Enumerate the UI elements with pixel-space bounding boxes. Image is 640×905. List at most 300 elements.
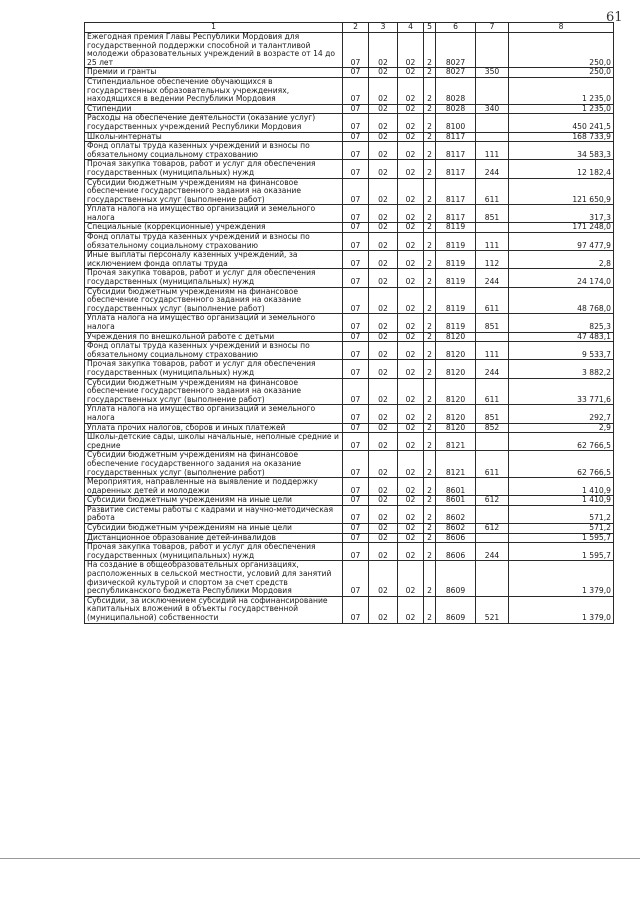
target-code-cell: 8120	[436, 378, 476, 405]
subprogram-code-cell: 2	[424, 342, 436, 360]
amount-cell: 24 174,0	[509, 269, 614, 287]
subsection-code-cell: 02	[369, 223, 398, 233]
section-code-cell: 07	[343, 478, 369, 496]
target-code-cell: 8120	[436, 332, 476, 342]
amount-cell: 1 410,9	[509, 478, 614, 496]
expense-type-code-cell: 111	[476, 342, 509, 360]
section-code-cell: 07	[343, 77, 369, 104]
section-code-cell: 07	[343, 132, 369, 142]
expense-name-cell: Прочая закупка товаров, работ и услуг для обеспечения государственных (муниципальных) нужд	[85, 269, 343, 287]
program-code-cell: 02	[398, 423, 424, 433]
amount-cell: 12 182,4	[509, 160, 614, 178]
header-cell: 4	[398, 23, 424, 33]
section-code-cell: 07	[343, 451, 369, 478]
expense-type-code-cell	[476, 33, 509, 68]
expense-name-cell: Расходы на обеспечение деятельности (оказание услуг) государственных учреждений Республики Мордовия	[85, 114, 343, 132]
subsection-code-cell: 02	[369, 405, 398, 423]
amount-cell: 1 595,7	[509, 533, 614, 543]
subprogram-code-cell: 2	[424, 104, 436, 114]
page-bottom-rule	[0, 858, 640, 859]
program-code-cell: 02	[398, 561, 424, 596]
subprogram-code-cell: 2	[424, 132, 436, 142]
section-code-cell: 07	[343, 332, 369, 342]
subprogram-code-cell: 2	[424, 496, 436, 506]
amount-cell: 1 410,9	[509, 496, 614, 506]
table-row	[85, 233, 614, 251]
table-row	[85, 287, 614, 314]
amount-cell: 171 248,0	[509, 223, 614, 233]
subprogram-code-cell: 2	[424, 451, 436, 478]
subprogram-code-cell: 2	[424, 405, 436, 423]
expense-type-code-cell: 852	[476, 423, 509, 433]
section-code-cell: 07	[343, 251, 369, 269]
table-row	[85, 205, 614, 223]
amount-cell: 292,7	[509, 405, 614, 423]
amount-cell: 317,3	[509, 205, 614, 223]
section-code-cell: 07	[343, 524, 369, 534]
table-row	[85, 251, 614, 269]
subprogram-code-cell: 2	[424, 561, 436, 596]
section-code-cell: 07	[343, 596, 369, 623]
target-code-cell: 8028	[436, 77, 476, 104]
program-code-cell: 02	[398, 360, 424, 378]
target-code-cell: 8120	[436, 360, 476, 378]
program-code-cell: 02	[398, 77, 424, 104]
target-code-cell: 8117	[436, 205, 476, 223]
subprogram-code-cell: 2	[424, 378, 436, 405]
amount-cell: 33 771,6	[509, 378, 614, 405]
target-code-cell: 8028	[436, 104, 476, 114]
table-row	[85, 332, 614, 342]
subprogram-code-cell: 2	[424, 360, 436, 378]
expense-name-cell: Учреждения по внешкольной работе с детьми	[85, 332, 343, 342]
expense-type-code-cell: 611	[476, 178, 509, 205]
expense-type-code-cell	[476, 132, 509, 142]
expense-type-code-cell	[476, 533, 509, 543]
program-code-cell: 02	[398, 505, 424, 523]
table-row	[85, 533, 614, 543]
expense-name-cell: Субсидии бюджетным учреждениям на иные цели	[85, 524, 343, 534]
header-cell: 6	[436, 23, 476, 33]
table-row	[85, 405, 614, 423]
expense-type-code-cell: 611	[476, 451, 509, 478]
expense-name-cell: Развитие системы работы с кадрами и научно-методическая работа	[85, 505, 343, 523]
subsection-code-cell: 02	[369, 269, 398, 287]
amount-cell: 2,8	[509, 251, 614, 269]
section-code-cell: 07	[343, 433, 369, 451]
expense-type-code-cell	[476, 223, 509, 233]
subprogram-code-cell: 2	[424, 223, 436, 233]
subsection-code-cell: 02	[369, 561, 398, 596]
subprogram-code-cell: 2	[424, 33, 436, 68]
table-row	[85, 478, 614, 496]
target-code-cell: 8601	[436, 496, 476, 506]
target-code-cell: 8119	[436, 233, 476, 251]
expense-name-cell: Субсидии, за исключением субсидий на софинансирование капитальных вложений в объекты государственной (муниципальной) собственности	[85, 596, 343, 623]
subsection-code-cell: 02	[369, 543, 398, 561]
subprogram-code-cell: 2	[424, 524, 436, 534]
section-code-cell: 07	[343, 360, 369, 378]
expense-type-code-cell	[476, 433, 509, 451]
program-code-cell: 02	[398, 314, 424, 332]
subsection-code-cell: 02	[369, 104, 398, 114]
table-header-row	[85, 23, 614, 33]
program-code-cell: 02	[398, 478, 424, 496]
expense-type-code-cell	[476, 332, 509, 342]
expense-name-cell: Субсидии бюджетным учреждениям на финансовое обеспечение государственного задания на оказание государственных услуг (выполнение работ)	[85, 287, 343, 314]
section-code-cell: 07	[343, 505, 369, 523]
section-code-cell: 07	[343, 142, 369, 160]
subprogram-code-cell: 2	[424, 178, 436, 205]
subsection-code-cell: 02	[369, 596, 398, 623]
expense-type-code-cell: 611	[476, 378, 509, 405]
subsection-code-cell: 02	[369, 314, 398, 332]
amount-cell: 1 379,0	[509, 561, 614, 596]
subsection-code-cell: 02	[369, 77, 398, 104]
table-row	[85, 160, 614, 178]
amount-cell: 825,3	[509, 314, 614, 332]
table-row	[85, 104, 614, 114]
target-code-cell: 8117	[436, 142, 476, 160]
subprogram-code-cell: 2	[424, 332, 436, 342]
expense-type-code-cell: 340	[476, 104, 509, 114]
page-number: 61	[606, 10, 623, 25]
program-code-cell: 02	[398, 378, 424, 405]
subprogram-code-cell: 2	[424, 233, 436, 251]
section-code-cell: 07	[343, 543, 369, 561]
target-code-cell: 8602	[436, 524, 476, 534]
program-code-cell: 02	[398, 332, 424, 342]
program-code-cell: 02	[398, 104, 424, 114]
expense-type-code-cell: 851	[476, 205, 509, 223]
budget-table	[84, 22, 614, 624]
amount-cell: 1 595,7	[509, 543, 614, 561]
section-code-cell: 07	[343, 287, 369, 314]
program-code-cell: 02	[398, 451, 424, 478]
subsection-code-cell: 02	[369, 251, 398, 269]
target-code-cell: 8117	[436, 160, 476, 178]
subprogram-code-cell: 2	[424, 533, 436, 543]
table-row	[85, 342, 614, 360]
expense-name-cell: Стипендии	[85, 104, 343, 114]
expense-name-cell: Прочая закупка товаров, работ и услуг для обеспечения государственных (муниципальных) нужд	[85, 160, 343, 178]
amount-cell: 250,0	[509, 33, 614, 68]
subprogram-code-cell: 2	[424, 68, 436, 78]
table-row	[85, 314, 614, 332]
program-code-cell: 02	[398, 342, 424, 360]
section-code-cell: 07	[343, 114, 369, 132]
section-code-cell: 07	[343, 223, 369, 233]
target-code-cell: 8119	[436, 314, 476, 332]
expense-name-cell: Иные выплаты персоналу казенных учреждений, за исключением фонда оплаты труда	[85, 251, 343, 269]
subprogram-code-cell: 2	[424, 114, 436, 132]
expense-name-cell: Прочая закупка товаров, работ и услуг для обеспечения государственных (муниципальных) нужд	[85, 543, 343, 561]
subsection-code-cell: 02	[369, 205, 398, 223]
subprogram-code-cell: 2	[424, 77, 436, 104]
expense-name-cell: Прочая закупка товаров, работ и услуг для обеспечения государственных (муниципальных) нужд	[85, 360, 343, 378]
section-code-cell: 07	[343, 233, 369, 251]
expense-type-code-cell: 851	[476, 314, 509, 332]
table-row	[85, 114, 614, 132]
table-row	[85, 496, 614, 506]
amount-cell: 62 766,5	[509, 451, 614, 478]
program-code-cell: 02	[398, 524, 424, 534]
expense-name-cell: Уплата прочих налогов, сборов и иных платежей	[85, 423, 343, 433]
expense-name-cell: Уплата налога на имущество организаций и земельного налога	[85, 405, 343, 423]
expense-name-cell: Специальные (коррекционные) учреждения	[85, 223, 343, 233]
target-code-cell: 8606	[436, 533, 476, 543]
subsection-code-cell: 02	[369, 378, 398, 405]
header-cell: 2	[343, 23, 369, 33]
expense-name-cell: Фонд оплаты труда казенных учреждений и взносы по обязательному социальному страхованию	[85, 142, 343, 160]
target-code-cell: 8027	[436, 33, 476, 68]
program-code-cell: 02	[398, 142, 424, 160]
amount-cell: 9 533,7	[509, 342, 614, 360]
amount-cell: 47 483,1	[509, 332, 614, 342]
target-code-cell: 8117	[436, 178, 476, 205]
subsection-code-cell: 02	[369, 505, 398, 523]
program-code-cell: 02	[398, 132, 424, 142]
program-code-cell: 02	[398, 543, 424, 561]
subprogram-code-cell: 2	[424, 287, 436, 314]
subsection-code-cell: 02	[369, 533, 398, 543]
expense-type-code-cell	[476, 505, 509, 523]
expense-name-cell: Уплата налога на имущество организаций и земельного налога	[85, 314, 343, 332]
target-code-cell: 8119	[436, 269, 476, 287]
section-code-cell: 07	[343, 205, 369, 223]
table-row	[85, 423, 614, 433]
section-code-cell: 07	[343, 33, 369, 68]
subprogram-code-cell: 2	[424, 205, 436, 223]
expense-name-cell: Субсидии бюджетным учреждениям на финансовое обеспечение государственного задания на оказание государственных услуг (выполнение работ)	[85, 178, 343, 205]
program-code-cell: 02	[398, 205, 424, 223]
amount-cell: 168 733,9	[509, 132, 614, 142]
expense-name-cell: Субсидии бюджетным учреждениям на финансовое обеспечение государственного задания на оказание государственных услуг (выполнение работ)	[85, 378, 343, 405]
subsection-code-cell: 02	[369, 68, 398, 78]
subsection-code-cell: 02	[369, 433, 398, 451]
table-body	[85, 33, 614, 624]
target-code-cell: 8601	[436, 478, 476, 496]
subprogram-code-cell: 2	[424, 543, 436, 561]
table-row	[85, 178, 614, 205]
expense-name-cell: Дистанционное образование детей-инвалидов	[85, 533, 343, 543]
target-code-cell: 8120	[436, 405, 476, 423]
expense-type-code-cell	[476, 561, 509, 596]
amount-cell: 62 766,5	[509, 433, 614, 451]
section-code-cell: 07	[343, 405, 369, 423]
expense-name-cell: Школы-детские сады, школы начальные, неполные средние и средние	[85, 433, 343, 451]
expense-name-cell: Субсидии бюджетным учреждениям на финансовое обеспечение государственного задания на оказание государственных услуг (выполнение работ)	[85, 451, 343, 478]
expense-type-code-cell: 612	[476, 524, 509, 534]
expense-name-cell: Субсидии бюджетным учреждениям на иные цели	[85, 496, 343, 506]
expense-type-code-cell: 112	[476, 251, 509, 269]
target-code-cell: 8609	[436, 561, 476, 596]
expense-type-code-cell	[476, 478, 509, 496]
expense-type-code-cell: 612	[476, 496, 509, 506]
subsection-code-cell: 02	[369, 178, 398, 205]
subprogram-code-cell: 2	[424, 433, 436, 451]
subprogram-code-cell: 2	[424, 478, 436, 496]
program-code-cell: 02	[398, 433, 424, 451]
table-row	[85, 142, 614, 160]
expense-type-code-cell: 244	[476, 160, 509, 178]
section-code-cell: 07	[343, 269, 369, 287]
section-code-cell: 07	[343, 104, 369, 114]
table-row	[85, 378, 614, 405]
expense-name-cell: Школы-интернаты	[85, 132, 343, 142]
expense-type-code-cell: 350	[476, 68, 509, 78]
target-code-cell: 8602	[436, 505, 476, 523]
subsection-code-cell: 02	[369, 451, 398, 478]
subsection-code-cell: 02	[369, 160, 398, 178]
expense-type-code-cell: 244	[476, 360, 509, 378]
amount-cell: 97 477,9	[509, 233, 614, 251]
section-code-cell: 07	[343, 561, 369, 596]
table-row	[85, 561, 614, 596]
section-code-cell: 07	[343, 423, 369, 433]
expense-type-code-cell: 521	[476, 596, 509, 623]
expense-name-cell: Премии и гранты	[85, 68, 343, 78]
program-code-cell: 02	[398, 533, 424, 543]
table-row	[85, 596, 614, 623]
amount-cell: 48 768,0	[509, 287, 614, 314]
table-row	[85, 68, 614, 78]
amount-cell: 1 379,0	[509, 596, 614, 623]
subsection-code-cell: 02	[369, 478, 398, 496]
program-code-cell: 02	[398, 160, 424, 178]
target-code-cell: 8100	[436, 114, 476, 132]
program-code-cell: 02	[398, 233, 424, 251]
header-cell: 8	[509, 23, 614, 33]
subsection-code-cell: 02	[369, 233, 398, 251]
table-row	[85, 543, 614, 561]
program-code-cell: 02	[398, 33, 424, 68]
target-code-cell: 8119	[436, 251, 476, 269]
section-code-cell: 07	[343, 160, 369, 178]
subsection-code-cell: 02	[369, 342, 398, 360]
table-row	[85, 77, 614, 104]
expense-type-code-cell: 611	[476, 287, 509, 314]
table-row	[85, 269, 614, 287]
table-row	[85, 524, 614, 534]
expense-type-code-cell: 244	[476, 543, 509, 561]
program-code-cell: 02	[398, 114, 424, 132]
table-row	[85, 132, 614, 142]
expense-type-code-cell	[476, 114, 509, 132]
target-code-cell: 8119	[436, 223, 476, 233]
subsection-code-cell: 02	[369, 33, 398, 68]
program-code-cell: 02	[398, 287, 424, 314]
target-code-cell: 8027	[436, 68, 476, 78]
header-cell: 5	[424, 23, 436, 33]
program-code-cell: 02	[398, 496, 424, 506]
expense-name-cell: Мероприятия, направленные на выявление и поддержку одаренных детей и молодежи	[85, 478, 343, 496]
expense-name-cell: Уплата налога на имущество организаций и земельного налога	[85, 205, 343, 223]
target-code-cell: 8120	[436, 342, 476, 360]
target-code-cell: 8609	[436, 596, 476, 623]
expense-name-cell: На создание в общеобразовательных организациях, расположенных в сельской местности, условий для занятий физической культурой и спортом за счет средств республиканского бюджета Республики Мордовия	[85, 561, 343, 596]
program-code-cell: 02	[398, 251, 424, 269]
section-code-cell: 07	[343, 378, 369, 405]
expense-type-code-cell: 851	[476, 405, 509, 423]
table-row	[85, 223, 614, 233]
expense-name-cell: Фонд оплаты труда казенных учреждений и взносы по обязательному социальному страхованию	[85, 342, 343, 360]
program-code-cell: 02	[398, 596, 424, 623]
target-code-cell: 8117	[436, 132, 476, 142]
table-row	[85, 451, 614, 478]
subprogram-code-cell: 2	[424, 505, 436, 523]
subprogram-code-cell: 2	[424, 142, 436, 160]
expense-type-code-cell	[476, 77, 509, 104]
subprogram-code-cell: 2	[424, 596, 436, 623]
subsection-code-cell: 02	[369, 332, 398, 342]
amount-cell: 250,0	[509, 68, 614, 78]
target-code-cell: 8121	[436, 433, 476, 451]
table-row	[85, 33, 614, 68]
section-code-cell: 07	[343, 533, 369, 543]
target-code-cell: 8606	[436, 543, 476, 561]
header-cell: 1	[85, 23, 343, 33]
table-row	[85, 505, 614, 523]
table-row	[85, 360, 614, 378]
amount-cell: 571,2	[509, 524, 614, 534]
program-code-cell: 02	[398, 405, 424, 423]
header-cell: 3	[369, 23, 398, 33]
section-code-cell: 07	[343, 178, 369, 205]
section-code-cell: 07	[343, 496, 369, 506]
section-code-cell: 07	[343, 68, 369, 78]
expense-type-code-cell: 111	[476, 142, 509, 160]
subsection-code-cell: 02	[369, 496, 398, 506]
subprogram-code-cell: 2	[424, 251, 436, 269]
amount-cell: 571,2	[509, 505, 614, 523]
section-code-cell: 07	[343, 314, 369, 332]
amount-cell: 1 235,0	[509, 104, 614, 114]
amount-cell: 34 583,3	[509, 142, 614, 160]
program-code-cell: 02	[398, 223, 424, 233]
amount-cell: 1 235,0	[509, 77, 614, 104]
amount-cell: 450 241,5	[509, 114, 614, 132]
header-cell: 7	[476, 23, 509, 33]
subsection-code-cell: 02	[369, 524, 398, 534]
subsection-code-cell: 02	[369, 360, 398, 378]
subprogram-code-cell: 2	[424, 269, 436, 287]
subsection-code-cell: 02	[369, 423, 398, 433]
subsection-code-cell: 02	[369, 114, 398, 132]
program-code-cell: 02	[398, 178, 424, 205]
expense-name-cell: Ежегодная премия Главы Республики Мордовия для государственной поддержки способной и талантливой молодежи образовательных учреждений в возрасте от 14 до 25 лет	[85, 33, 343, 68]
expense-name-cell: Фонд оплаты труда казенных учреждений и взносы по обязательному социальному страхованию	[85, 233, 343, 251]
subsection-code-cell: 02	[369, 132, 398, 142]
target-code-cell: 8120	[436, 423, 476, 433]
subsection-code-cell: 02	[369, 142, 398, 160]
subsection-code-cell: 02	[369, 287, 398, 314]
section-code-cell: 07	[343, 342, 369, 360]
subprogram-code-cell: 2	[424, 423, 436, 433]
expense-name-cell: Стипендиальное обеспечение обучающихся в государственных образовательных учреждениях, находящихся в ведении Республики Мордовия	[85, 77, 343, 104]
target-code-cell: 8121	[436, 451, 476, 478]
expense-type-code-cell: 111	[476, 233, 509, 251]
amount-cell: 3 882,2	[509, 360, 614, 378]
expense-type-code-cell: 244	[476, 269, 509, 287]
amount-cell: 2,9	[509, 423, 614, 433]
program-code-cell: 02	[398, 269, 424, 287]
amount-cell: 121 650,9	[509, 178, 614, 205]
program-code-cell: 02	[398, 68, 424, 78]
subprogram-code-cell: 2	[424, 160, 436, 178]
table-row	[85, 433, 614, 451]
target-code-cell: 8119	[436, 287, 476, 314]
